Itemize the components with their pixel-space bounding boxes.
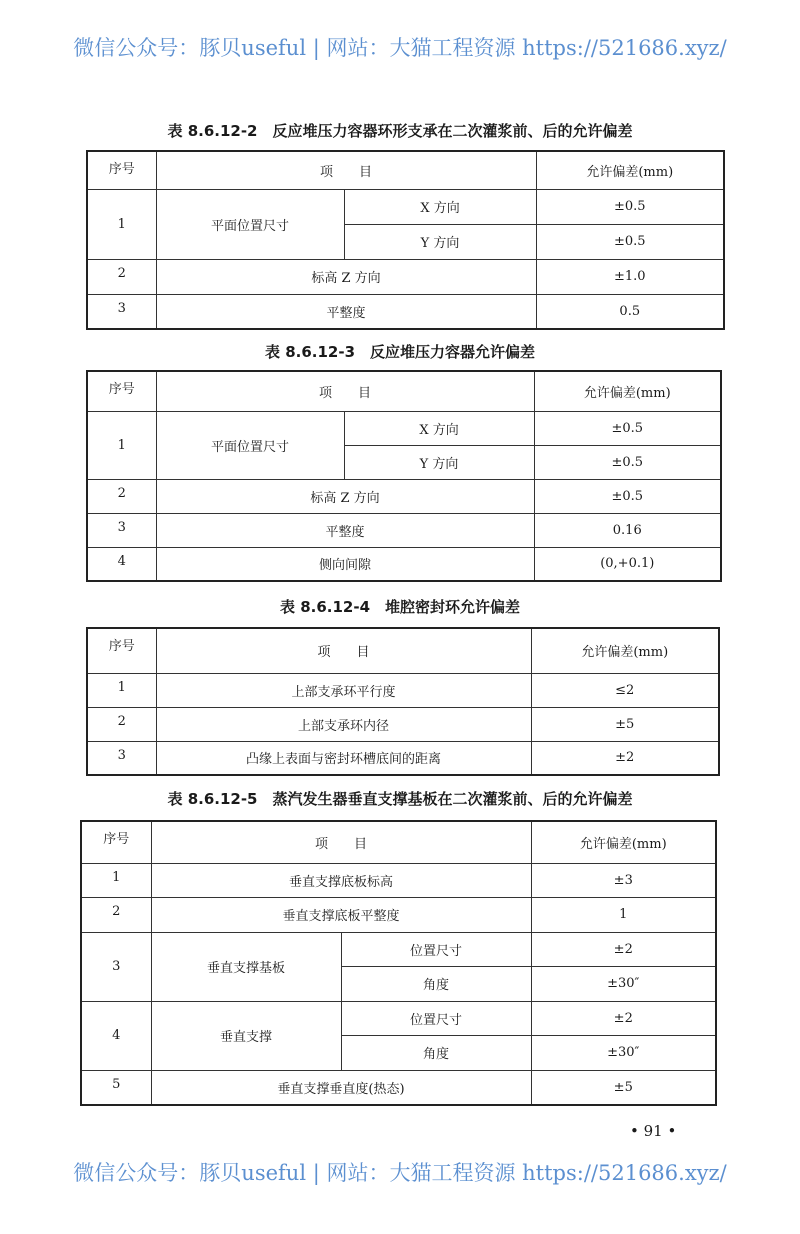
row-item: 垂直支撑垂直度(热态): [151, 1070, 531, 1105]
row-item: 平面位置尺寸: [156, 189, 344, 259]
table-row: [87, 189, 724, 224]
header-tolerance: 允许偏差(mm): [531, 821, 716, 863]
row-tolerance: ±3: [531, 863, 716, 898]
row-no: 1: [81, 863, 151, 898]
row-tolerance: 0.5: [536, 294, 724, 329]
header-item: 项 目: [156, 628, 531, 673]
row-subitem: 位置尺寸: [341, 1001, 531, 1036]
row-tolerance: ±0.5: [536, 224, 724, 259]
row-tolerance: ±0.5: [534, 445, 721, 479]
row-item: 上部支承环平行度: [156, 673, 531, 707]
table-row: [87, 294, 724, 329]
row-subitem: Y 方向: [344, 224, 536, 259]
table-row: [87, 259, 724, 294]
row-item: 上部支承环内径: [156, 707, 531, 741]
row-item: 平整度: [156, 294, 536, 329]
row-tolerance: ±30″: [531, 967, 716, 1002]
row-subitem: 角度: [341, 967, 531, 1002]
row-no: 3: [87, 294, 156, 329]
row-tolerance: ±5: [531, 1070, 716, 1105]
table-title: 表 8.6.12-5 蒸汽发生器垂直支撑基板在二次灌浆前、后的允许偏差: [167, 790, 633, 808]
table-header-row: [81, 821, 716, 863]
table-header-row: [87, 371, 721, 411]
header-no: 序号: [81, 821, 151, 863]
row-no: 1: [87, 673, 156, 707]
row-no: 2: [87, 479, 156, 513]
row-no: 3: [87, 741, 156, 775]
row-tolerance: ±0.5: [534, 411, 721, 445]
table-row: [87, 547, 721, 581]
row-no: 1: [87, 189, 156, 259]
row-tolerance: ±30″: [531, 1036, 716, 1071]
header-item: 项 目: [156, 151, 536, 189]
table-row: [81, 863, 716, 898]
row-tolerance: ±2: [531, 932, 716, 967]
row-no: 2: [87, 707, 156, 741]
table-header-row: [87, 151, 724, 189]
row-item: 标高 Z 方向: [156, 479, 534, 513]
tolerance-table: [80, 820, 717, 1106]
row-tolerance: ±5: [531, 707, 719, 741]
header-no: 序号: [87, 371, 156, 411]
table-row: [81, 932, 716, 967]
row-tolerance: ±1.0: [536, 259, 724, 294]
watermark-top: 微信公众号：豚贝useful | 网站：大猫工程资源 https://521686.xyz/: [73, 36, 727, 60]
table-row: [87, 707, 719, 741]
row-no: 5: [81, 1070, 151, 1105]
row-no: 2: [81, 898, 151, 933]
header-tolerance: 允许偏差(mm): [534, 371, 721, 411]
table-title: 表 8.6.12-2 反应堆压力容器环形支承在二次灌浆前、后的允许偏差: [167, 122, 633, 140]
table-row: [81, 898, 716, 933]
row-no: 2: [87, 259, 156, 294]
header-no: 序号: [87, 628, 156, 673]
table-title: 表 8.6.12-3 反应堆压力容器允许偏差: [264, 343, 536, 361]
table-row: [87, 479, 721, 513]
table-header-row: [87, 628, 719, 673]
row-item: 垂直支撑底板平整度: [151, 898, 531, 933]
table-row: [87, 411, 721, 445]
header-item: 项 目: [156, 371, 534, 411]
table-row: [87, 513, 721, 547]
row-item: 平整度: [156, 513, 534, 547]
row-tolerance: 1: [531, 898, 716, 933]
table-row: [87, 673, 719, 707]
table-title: 表 8.6.12-4 堆腔密封环允许偏差: [279, 598, 521, 616]
row-subitem: X 方向: [344, 411, 534, 445]
row-subitem: X 方向: [344, 189, 536, 224]
row-no: 1: [87, 411, 156, 479]
row-subitem: Y 方向: [344, 445, 534, 479]
table-row: [87, 741, 719, 775]
header-tolerance: 允许偏差(mm): [531, 628, 719, 673]
row-no: 4: [87, 547, 156, 581]
row-tolerance: ±2: [531, 741, 719, 775]
row-item: 垂直支撑: [151, 1001, 341, 1070]
tolerance-table: [86, 370, 722, 582]
row-tolerance: ±2: [531, 1001, 716, 1036]
header-no: 序号: [87, 151, 156, 189]
row-tolerance: ≤2: [531, 673, 719, 707]
row-no: 3: [87, 513, 156, 547]
row-tolerance: ±0.5: [536, 189, 724, 224]
row-item: 垂直支撑底板标高: [151, 863, 531, 898]
row-tolerance: (0,+0.1): [534, 547, 721, 581]
page-number: • 91 •: [630, 1122, 677, 1140]
row-item: 侧向间隙: [156, 547, 534, 581]
table-row: [81, 1001, 716, 1036]
watermark-bottom: 微信公众号：豚贝useful | 网站：大猫工程资源 https://521686.xyz/: [73, 1161, 727, 1185]
tolerance-table: [86, 627, 720, 776]
tolerance-table: [86, 150, 725, 330]
row-item: 垂直支撑基板: [151, 932, 341, 1001]
row-item: 凸缘上表面与密封环槽底间的距离: [156, 741, 531, 775]
row-no: 4: [81, 1001, 151, 1070]
row-subitem: 角度: [341, 1036, 531, 1071]
row-item: 标高 Z 方向: [156, 259, 536, 294]
header-tolerance: 允许偏差(mm): [536, 151, 724, 189]
row-tolerance: ±0.5: [534, 479, 721, 513]
row-subitem: 位置尺寸: [341, 932, 531, 967]
header-item: 项 目: [151, 821, 531, 863]
table-row: [81, 1070, 716, 1105]
row-item: 平面位置尺寸: [156, 411, 344, 479]
row-tolerance: 0.16: [534, 513, 721, 547]
row-no: 3: [81, 932, 151, 1001]
